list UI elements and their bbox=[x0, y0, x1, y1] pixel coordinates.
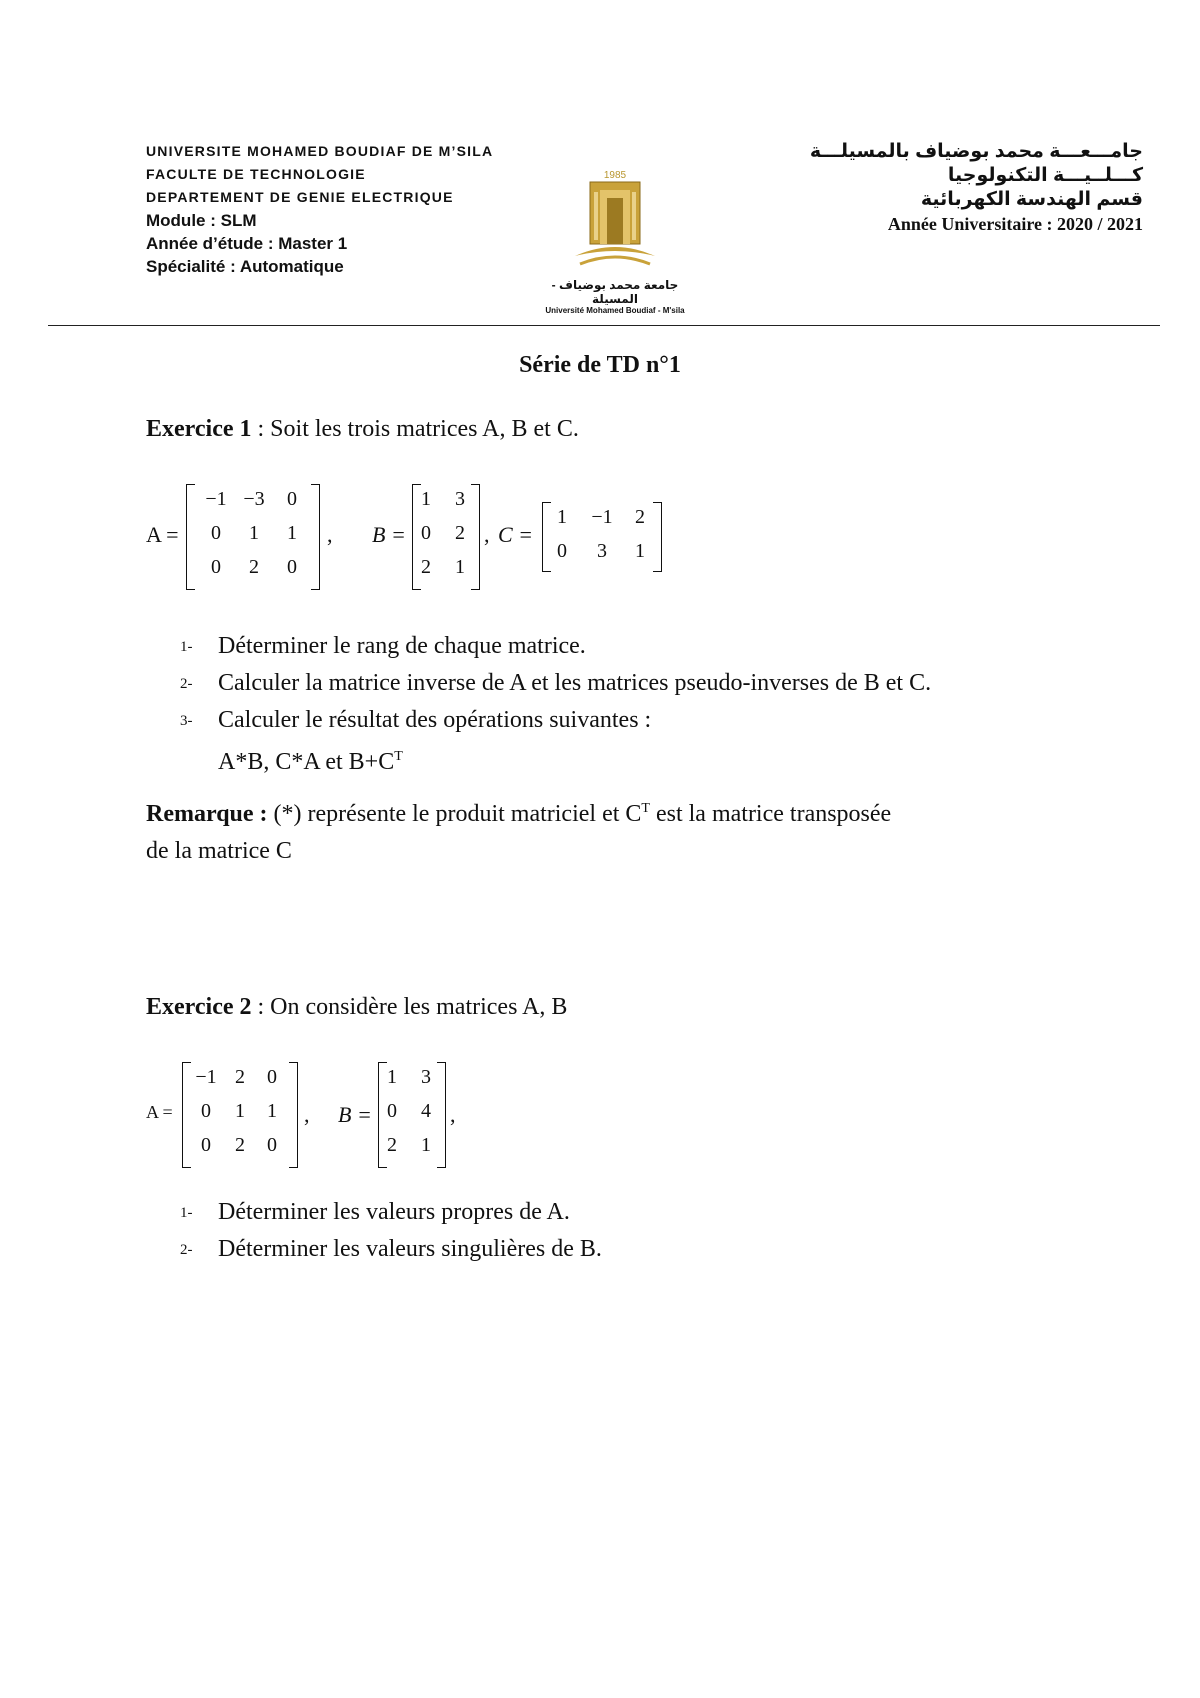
academic-year: Année Universitaire : 2020 / 2021 bbox=[887, 214, 1143, 234]
ex2-question-list bbox=[180, 1194, 602, 1268]
matrix-cell: 0 bbox=[267, 1134, 277, 1156]
remark-label: Remarque : bbox=[146, 801, 268, 827]
remark-text-1: (*) représente le produit matriciel et C bbox=[267, 801, 642, 827]
ex2-matrix-b-comma: , bbox=[450, 1102, 456, 1127]
list-item bbox=[180, 702, 931, 739]
matrix-cell: 1 bbox=[267, 1100, 277, 1122]
ex2-matrix-a-label: A = bbox=[146, 1102, 173, 1122]
university-name-ar: جامـــعـــة محمد بوضياف بالمسيلـــة bbox=[809, 141, 1143, 162]
matrix-cell: −3 bbox=[243, 488, 265, 510]
matrix-cell: 0 bbox=[557, 540, 567, 562]
matrix-cell: 0 bbox=[421, 522, 431, 544]
item-number: 2- bbox=[180, 1242, 193, 1258]
matrix-cell: 1 bbox=[249, 522, 259, 544]
page-title: Série de TD n°1 bbox=[519, 352, 681, 378]
matrix-cell: 0 bbox=[201, 1134, 211, 1156]
matrix-cell: 3 bbox=[455, 488, 465, 510]
exercise2-label: Exercice 2 bbox=[146, 994, 252, 1020]
year-of-study-line: Année d’étude : Master 1 bbox=[146, 234, 348, 253]
operations-superscript: T bbox=[394, 749, 403, 764]
item-text: Déterminer les valeurs singulières de B. bbox=[218, 1236, 602, 1262]
list-item bbox=[180, 628, 931, 665]
bracket-right bbox=[311, 484, 320, 590]
matrix-cell: 3 bbox=[421, 1066, 431, 1088]
ex1-matrix-c-label: C = bbox=[498, 522, 534, 547]
matrix-cell: 0 bbox=[287, 488, 297, 510]
logo-text-ar: جامعة محمد بوضياف - المسيلة bbox=[551, 278, 679, 306]
header-divider bbox=[48, 325, 1160, 326]
remark-text-2: est la matrice transposée bbox=[649, 801, 892, 827]
exercise1-text: : Soit les trois matrices A, B et C. bbox=[251, 416, 579, 442]
matrix-cell: 1 bbox=[455, 556, 465, 578]
operations-line bbox=[180, 739, 931, 780]
matrix-cell: 2 bbox=[387, 1134, 397, 1156]
matrix-cell: 0 bbox=[211, 556, 221, 578]
list-item bbox=[180, 665, 931, 702]
ex1-matrix-b-label: B = bbox=[372, 522, 406, 547]
matrix-cell: 2 bbox=[235, 1134, 245, 1156]
item-number: 1- bbox=[180, 1205, 193, 1221]
faculty-name-ar: كـــلــيـــة التكنولوجيا bbox=[947, 165, 1143, 186]
ex1-question-list bbox=[180, 628, 931, 780]
list-item bbox=[180, 1231, 602, 1268]
item-text: Calculer le résultat des opérations suivantes : bbox=[218, 707, 652, 733]
header-left bbox=[146, 140, 493, 278]
remark-superscript: T bbox=[641, 801, 650, 816]
exercise1-heading bbox=[146, 416, 579, 443]
item-number: 2- bbox=[180, 676, 193, 692]
ex1-matrix-c bbox=[542, 502, 662, 574]
ex1-matrix-a bbox=[186, 484, 320, 592]
matrix-cell: 3 bbox=[597, 540, 607, 562]
matrix-cell: 0 bbox=[387, 1100, 397, 1122]
ex2-matrix-a-comma: , bbox=[304, 1102, 310, 1127]
operations-text: A*B, C*A et B+C bbox=[218, 749, 395, 775]
specialty-line: Spécialité : Automatique bbox=[146, 257, 344, 276]
logo-text-fr: Université Mohamed Boudiaf - M'sila bbox=[545, 306, 685, 315]
department-name-fr: DEPARTEMENT DE GENIE ELECTRIQUE bbox=[146, 189, 454, 205]
matrix-cell: 1 bbox=[635, 540, 645, 562]
university-logo-icon bbox=[570, 168, 660, 273]
university-logo bbox=[530, 168, 700, 318]
item-number: 1- bbox=[180, 639, 193, 655]
matrix-cell: 2 bbox=[635, 506, 645, 528]
matrix-cell: −1 bbox=[591, 506, 613, 528]
item-number: 3- bbox=[180, 713, 193, 729]
matrix-cell: 1 bbox=[387, 1066, 397, 1088]
matrix-cell: 1 bbox=[421, 1134, 431, 1156]
matrix-cell: 1 bbox=[421, 488, 431, 510]
matrix-cell: 1 bbox=[287, 522, 297, 544]
matrix-cell: 0 bbox=[267, 1066, 277, 1088]
logo-year: 1985 bbox=[603, 170, 627, 181]
matrix-cell: 0 bbox=[201, 1100, 211, 1122]
matrix-cell: −1 bbox=[195, 1066, 217, 1088]
matrix-cell: 2 bbox=[455, 522, 465, 544]
item-text: Calculer la matrice inverse de A et les matrices pseudo-inverses de B et C. bbox=[218, 670, 932, 696]
matrix-cell: 1 bbox=[235, 1100, 245, 1122]
bracket-left bbox=[186, 484, 195, 590]
matrix-cell: 2 bbox=[421, 556, 431, 578]
matrix-cell: 0 bbox=[287, 556, 297, 578]
item-text: Déterminer les valeurs propres de A. bbox=[218, 1199, 570, 1225]
module-line: Module : SLM bbox=[146, 211, 257, 230]
matrix-cell: 1 bbox=[557, 506, 567, 528]
matrix-cell: 4 bbox=[421, 1100, 431, 1122]
ex1-matrix-b-comma: , bbox=[484, 522, 490, 547]
matrix-cell: 2 bbox=[235, 1066, 245, 1088]
ex2-matrix-a bbox=[182, 1062, 298, 1170]
ex1-matrix-a-comma: , bbox=[327, 522, 333, 547]
ex2-matrix-b bbox=[378, 1062, 446, 1170]
exercise2-text: : On considère les matrices A, B bbox=[251, 994, 568, 1020]
matrix-cell: 0 bbox=[211, 522, 221, 544]
university-name-fr: UNIVERSITE MOHAMED BOUDIAF DE M’SILA bbox=[146, 143, 494, 159]
matrix-cell: 2 bbox=[249, 556, 259, 578]
list-item bbox=[180, 1194, 602, 1231]
exercise2-heading bbox=[146, 994, 567, 1021]
department-name-ar: قسم الهندسة الكهربائية bbox=[920, 189, 1143, 210]
faculty-name-fr: FACULTE DE TECHNOLOGIE bbox=[146, 166, 366, 182]
ex1-matrix-a-label: A = bbox=[146, 522, 179, 547]
remark bbox=[146, 790, 1096, 870]
ex1-matrix-b bbox=[412, 484, 480, 592]
bracket-right bbox=[289, 1062, 298, 1168]
matrix-cell: −1 bbox=[205, 488, 227, 510]
header-right bbox=[810, 140, 1143, 236]
ex2-matrix-b-label: B = bbox=[338, 1102, 372, 1127]
remark-text-3: de la matrice C bbox=[146, 838, 292, 864]
exercise1-label: Exercice 1 bbox=[146, 416, 252, 442]
item-text: Déterminer le rang de chaque matrice. bbox=[218, 633, 586, 659]
